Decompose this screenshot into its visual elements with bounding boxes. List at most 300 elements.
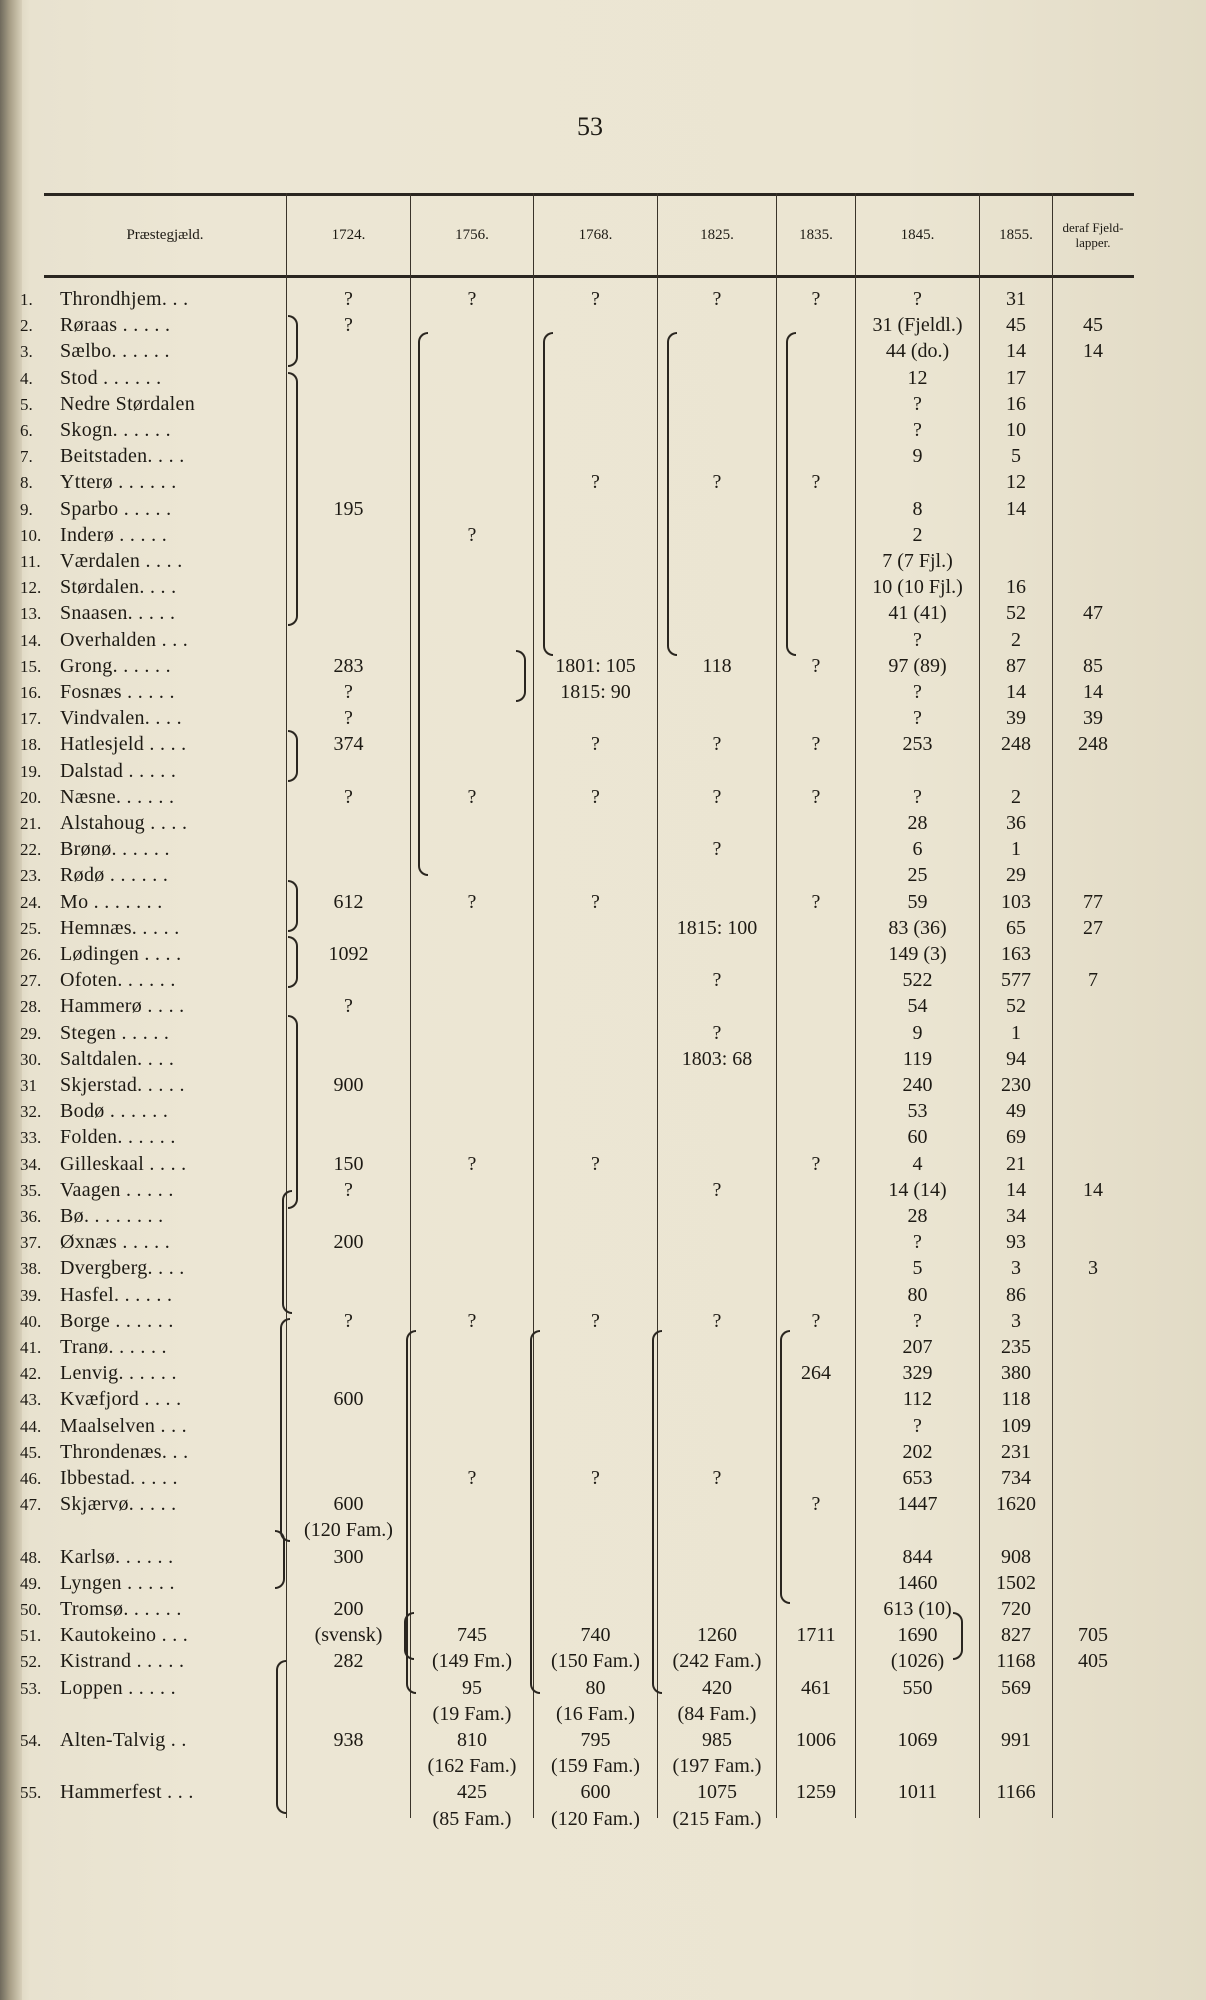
cell-c1768: ? [591,288,600,310]
cell-c1835 [777,1282,855,1309]
cell-c1835 [777,627,855,654]
cell-c1756 [411,967,533,994]
cell-c1855: 14 [1006,681,1026,703]
cell-c1768 [534,600,657,627]
cell-name: Stegen . . . . . [60,1021,170,1044]
cell-c1825: 1075 [697,1781,737,1804]
cell-name: Vindvalen. . . . [60,707,182,730]
cell-n: 33. [20,1128,42,1148]
cell-c1835 [777,312,855,339]
cell-c1845: 202 [902,1440,933,1463]
cell-c1724: 195 [333,497,364,520]
table-row [0,915,1206,942]
cell-c1835: ? [811,1309,821,1332]
cell-c1855: 12 [1006,471,1026,494]
cell-c1855: 991 [1001,1729,1031,1751]
cell-c1835 [777,1098,855,1125]
cell-c1724 [287,600,410,627]
cell-n: 55. [20,1783,42,1803]
cell-c1756 [411,1413,533,1440]
cell-lapps [1053,1072,1133,1099]
cell-c1835 [777,1570,855,1597]
cell-c1855: 163 [1001,943,1031,965]
cell-c1768 [534,338,657,365]
cell-lapps [1053,1779,1133,1806]
cell-c1756 [411,679,533,706]
cell-lapps: 3 [1088,1257,1098,1280]
table-row [0,1308,1206,1335]
cell-n: 47. [20,1495,42,1515]
cell-c1835 [777,1177,855,1204]
cell-c1845: 613 (10) [883,1598,952,1620]
cell-c1825 [658,1491,776,1518]
cell-c1768 [534,1046,657,1073]
cell-n: 15. [20,656,42,676]
cell-c1756 [411,1020,533,1047]
cell-c1768 [534,1124,657,1151]
cell-c1855: 2 [1011,785,1021,808]
cell-lapps [1053,1596,1133,1623]
cell-c1845: ? [913,1414,922,1437]
cell-c1724 [287,443,410,470]
table-row [0,810,1206,837]
cell-c1855: 65 [1006,916,1026,939]
cell-n: 54. [20,1731,42,1750]
cell-c1855: 10 [1006,419,1026,441]
table-row [0,758,1206,785]
cell-c1768 [534,993,657,1020]
cell-c1845: 31 (Fjeldl.) [872,314,963,337]
cell-c1825 [658,679,776,706]
cell-c1855: 14 [1006,497,1026,520]
cell-c1768 [534,941,657,968]
cell-c1724: ? [344,785,353,808]
cell-c1724 [287,1779,410,1806]
cell-name: Vaagen . . . . . [60,1178,174,1201]
cell-c1724 [287,1020,410,1047]
cell-c1835 [777,758,855,785]
cell-c1756: (162 Fam.) [427,1755,517,1778]
cell-name: Hammerø . . . . [60,995,185,1018]
cell-lapps [1053,758,1133,785]
cell-n: 17. [20,709,42,729]
cell-n: 36. [20,1207,42,1226]
cell-c1768 [534,1334,657,1361]
cell-c1835: 461 [801,1676,831,1699]
cell-c1835 [777,1648,855,1675]
cell-name: Rødø . . . . . . [60,864,169,887]
cell-n: 27. [20,971,42,991]
cell-c1825 [658,1544,776,1571]
table-row [0,889,1206,916]
cell-c1845: 9 [912,1021,923,1044]
cell-c1756 [411,574,533,601]
cell-c1724 [287,1439,410,1466]
cell-name: Maalselven . . . [60,1414,187,1437]
cell-c1825 [658,365,776,392]
cell-c1756 [411,941,533,968]
cell-n: 20. [20,787,42,807]
cell-c1724 [287,1570,410,1597]
cell-c1825: ? [712,1309,722,1332]
cell-n: 1. [20,290,33,309]
cell-c1855: 16 [1006,576,1026,599]
cell-c1768 [534,312,657,339]
cell-c1845: 6 [912,838,923,861]
cell-c1845: 522 [902,969,933,992]
cell-lapps [1053,1413,1133,1440]
cell-lapps [1053,1544,1133,1571]
cell-c1855 [980,758,1052,785]
cell-c1724: 900 [333,1074,364,1096]
cell-c1835: ? [811,890,821,913]
cell-c1855: 908 [1001,1545,1031,1568]
cell-c1855: 34 [1006,1205,1026,1227]
cell-c1835 [777,1753,855,1780]
cell-c1835 [777,1439,855,1466]
cell-c1855: 16 [1006,392,1026,415]
header-lapps: deraf Fjeld- lapper. [1062,220,1124,250]
cell-c1835: ? [811,785,821,808]
cell-c1825 [658,1596,776,1623]
table-row [0,1072,1206,1099]
cell-c1845: ? [913,1309,922,1332]
header-1756: 1756. [455,226,489,243]
cell-c1845: 8 [912,497,923,520]
cell-c1855: 3 [1011,1257,1021,1280]
cell-c1835 [777,600,855,627]
cell-c1845: 653 [902,1467,933,1489]
cell-c1724: 1092 [328,943,369,965]
cell-c1845: 1690 [897,1624,938,1647]
cell-lapps [1053,574,1133,601]
cell-c1835 [777,365,855,392]
cell-c1756 [411,1439,533,1466]
cell-lapps: 77 [1083,890,1103,913]
cell-c1825 [658,443,776,470]
cell-name [60,1517,284,1544]
cell-c1756 [411,496,533,523]
cell-lapps [1053,627,1133,654]
cell-name: Throndhjem. . . [60,288,189,310]
cell-c1768 [534,1072,657,1099]
cell-c1768: ? [591,1152,600,1175]
cell-c1845 [856,1701,979,1728]
cell-name: Inderø . . . . . [60,523,167,546]
cell-c1825 [658,1517,776,1544]
cell-n: 7. [20,447,33,467]
cell-lapps [1053,862,1133,889]
table-row [0,1046,1206,1073]
cell-name: Skogn. . . . . . [60,419,171,441]
cell-c1768 [534,915,657,942]
cell-n: 18. [20,735,42,755]
cell-c1845: 41 (41) [888,602,947,625]
cell-lapps [1053,1675,1133,1702]
cell-c1855: 1 [1011,838,1021,861]
table-row [0,496,1206,523]
cell-name: Værdalen . . . . [60,550,183,572]
cell-c1845: ? [913,288,922,310]
cell-c1845: 12 [907,366,928,389]
cell-c1825: ? [712,969,722,992]
cell-c1825 [658,1570,776,1597]
cell-n: 6. [20,421,33,440]
cell-n: 2. [20,316,33,336]
cell-c1724: 938 [333,1729,364,1751]
cell-c1756 [411,1517,533,1544]
cell-c1825 [658,862,776,889]
cell-c1768: 1815: 90 [560,681,631,703]
cell-lapps [1053,1334,1133,1361]
cell-c1724: ? [344,707,353,730]
cell-n: 21. [20,814,42,833]
table-row [0,1544,1206,1571]
cell-c1825 [658,338,776,365]
table-row [0,862,1206,889]
cell-c1825 [658,417,776,444]
cell-c1845: (1026) [890,1650,945,1673]
cell-c1768 [534,627,657,654]
cell-c1756 [411,810,533,837]
cell-c1855 [980,548,1052,575]
cell-c1768: ? [591,890,600,913]
cell-n: 40. [20,1311,42,1331]
cell-n: 29. [20,1023,42,1043]
cell-lapps: 14 [1083,340,1103,363]
cell-n: 49. [20,1573,42,1593]
cell-name: Mo . . . . . . . [60,890,163,913]
cell-n [20,1701,56,1728]
cell-lapps [1053,1491,1133,1518]
cell-c1768 [534,1596,657,1623]
cell-c1768 [534,705,657,732]
cell-name [60,1753,284,1780]
cell-c1768 [534,810,657,837]
page-number: 53 [577,112,603,141]
cell-name: Tromsø. . . . . . [60,1598,182,1620]
cell-lapps [1053,443,1133,470]
cell-c1768: ? [591,1309,600,1332]
cell-lapps [1053,1020,1133,1047]
cell-c1835 [777,443,855,470]
cell-c1835 [777,679,855,706]
cell-c1768 [534,522,657,549]
cell-name: Ofoten. . . . . . [60,969,176,992]
cell-n: 52. [20,1652,42,1672]
table-row [0,1439,1206,1466]
table-row [0,365,1206,392]
table-row [0,1727,1206,1754]
cell-c1845: 14 (14) [888,1178,947,1201]
cell-c1845 [856,1517,979,1544]
cell-c1855: 49 [1006,1100,1026,1123]
cell-c1845: 80 [907,1283,928,1306]
header-1825: 1825. [700,226,734,243]
cell-c1835 [777,338,855,365]
cell-n: 32. [20,1102,42,1122]
cell-c1845: 2 [912,523,923,546]
cell-c1835 [777,836,855,863]
header-1724: 1724. [331,226,366,243]
header-1835: 1835. [799,226,833,243]
table-row [0,1020,1206,1047]
cell-c1845: 844 [902,1545,933,1568]
cell-lapps [1053,1046,1133,1073]
cell-c1724 [287,862,410,889]
cell-n: 5. [20,394,33,414]
cell-c1724 [287,469,410,496]
cell-c1756 [411,338,533,365]
cell-c1855: 45 [1006,314,1026,337]
cell-c1845: 253 [902,733,933,756]
cell-c1724 [287,810,410,837]
cell-c1855: 52 [1006,602,1026,625]
cell-c1825 [658,810,776,837]
cell-c1768 [534,1386,657,1413]
table-row [0,312,1206,339]
cell-c1768: 80 [585,1676,606,1699]
cell-c1835 [777,810,855,837]
cell-lapps [1053,1203,1133,1230]
cell-c1835 [777,1255,855,1282]
cell-c1724: (svensk) [314,1624,383,1647]
cell-name: Skjerstad. . . . . [60,1074,185,1096]
table-row [0,941,1206,968]
cell-c1756 [411,443,533,470]
cell-c1835: ? [811,471,821,494]
cell-lapps [1053,836,1133,863]
header-1845: 1845. [900,226,935,243]
cell-c1724 [287,1334,410,1361]
table-row [0,1779,1206,1806]
cell-c1756 [411,417,533,444]
cell-c1724: 150 [333,1152,364,1175]
cell-lapps [1053,1753,1133,1780]
header-1768: 1768. [578,226,613,243]
cell-c1724: 612 [333,890,364,913]
cell-c1768 [534,1360,657,1387]
cell-lapps [1053,1439,1133,1466]
table-row [0,1203,1206,1230]
table-row [0,1806,1206,1833]
cell-c1855: 17 [1006,366,1026,389]
cell-c1724 [287,522,410,549]
cell-c1724 [287,1255,410,1282]
cell-c1724: ? [344,1178,353,1201]
cell-c1825: (215 Fam.) [672,1807,762,1830]
cell-name: Bø. . . . . . . . [60,1205,164,1227]
cell-n: 24. [20,892,42,912]
cell-c1756 [411,1360,533,1387]
header-1855: 1855. [999,226,1033,243]
table-row [0,600,1206,627]
cell-lapps [1053,941,1133,968]
cell-c1845 [856,1753,979,1780]
cell-c1756 [411,915,533,942]
cell-c1845: 5 [912,1257,923,1280]
cell-lapps: 248 [1078,733,1108,756]
cell-c1768 [534,1177,657,1204]
cell-c1756 [411,600,533,627]
table-row [0,836,1206,863]
cell-c1835 [777,1596,855,1623]
cell-n: 10. [20,525,42,545]
cell-c1825: 1815: 100 [676,916,758,939]
cell-c1724 [287,836,410,863]
cell-c1724: ? [344,681,353,703]
cell-lapps [1053,1465,1133,1492]
cell-name: Throndenæs. . . [60,1440,189,1463]
cell-c1855: 109 [1001,1414,1031,1437]
cell-c1825 [658,1439,776,1466]
cell-name: Hammerfest . . . [60,1781,194,1804]
cell-c1835 [777,1465,855,1492]
cell-c1825 [658,1229,776,1256]
cell-name: Lyngen . . . . . [60,1571,175,1594]
cell-name: Stod . . . . . . [60,366,162,389]
cell-c1756 [411,365,533,392]
cell-c1835 [777,1020,855,1047]
cell-c1835 [777,1046,855,1073]
cell-lapps [1053,286,1133,313]
table-row [0,705,1206,732]
cell-n: 35. [20,1180,42,1200]
cell-c1724: ? [344,1309,353,1332]
table-row [0,967,1206,994]
cell-c1825 [658,1072,776,1099]
cell-c1756 [411,1203,533,1230]
cell-name: Alstahoug . . . . [60,812,188,834]
cell-c1855: 230 [1001,1074,1031,1096]
cell-c1825: ? [712,785,722,808]
cell-c1724 [287,338,410,365]
cell-c1724 [287,1282,410,1309]
cell-n: 22. [20,840,42,860]
cell-c1756 [411,731,533,758]
cell-c1835 [777,1517,855,1544]
cell-lapps [1053,993,1133,1020]
cell-c1825: (242 Fam.) [672,1650,762,1673]
table-row [0,1255,1206,1282]
cell-c1845: 97 (89) [888,654,947,677]
cell-c1756 [411,1334,533,1361]
cell-n [20,1753,56,1780]
cell-c1835 [777,548,855,575]
cell-c1845: 53 [907,1100,928,1123]
cell-n: 14. [20,630,42,650]
cell-n: 12. [20,578,42,598]
cell-n: 48. [20,1547,42,1567]
cell-c1768 [534,1255,657,1282]
cell-c1768 [534,548,657,575]
cell-c1835: 264 [801,1362,831,1385]
cell-c1835 [777,391,855,418]
cell-lapps [1053,1386,1133,1413]
cell-name: Næsne. . . . . . [60,785,175,808]
cell-name [60,1701,284,1728]
cell-c1724: 283 [333,654,364,677]
cell-c1845: 149 (3) [888,943,947,965]
cell-n: 23. [20,866,42,886]
cell-c1768: 1801: 105 [555,654,636,677]
cell-c1724 [287,574,410,601]
cell-n: 34. [20,1154,42,1174]
table-row [0,1648,1206,1675]
cell-c1835 [777,417,855,444]
cell-c1768: ? [591,1467,600,1489]
cell-name: Dalstad . . . . . [60,759,177,782]
